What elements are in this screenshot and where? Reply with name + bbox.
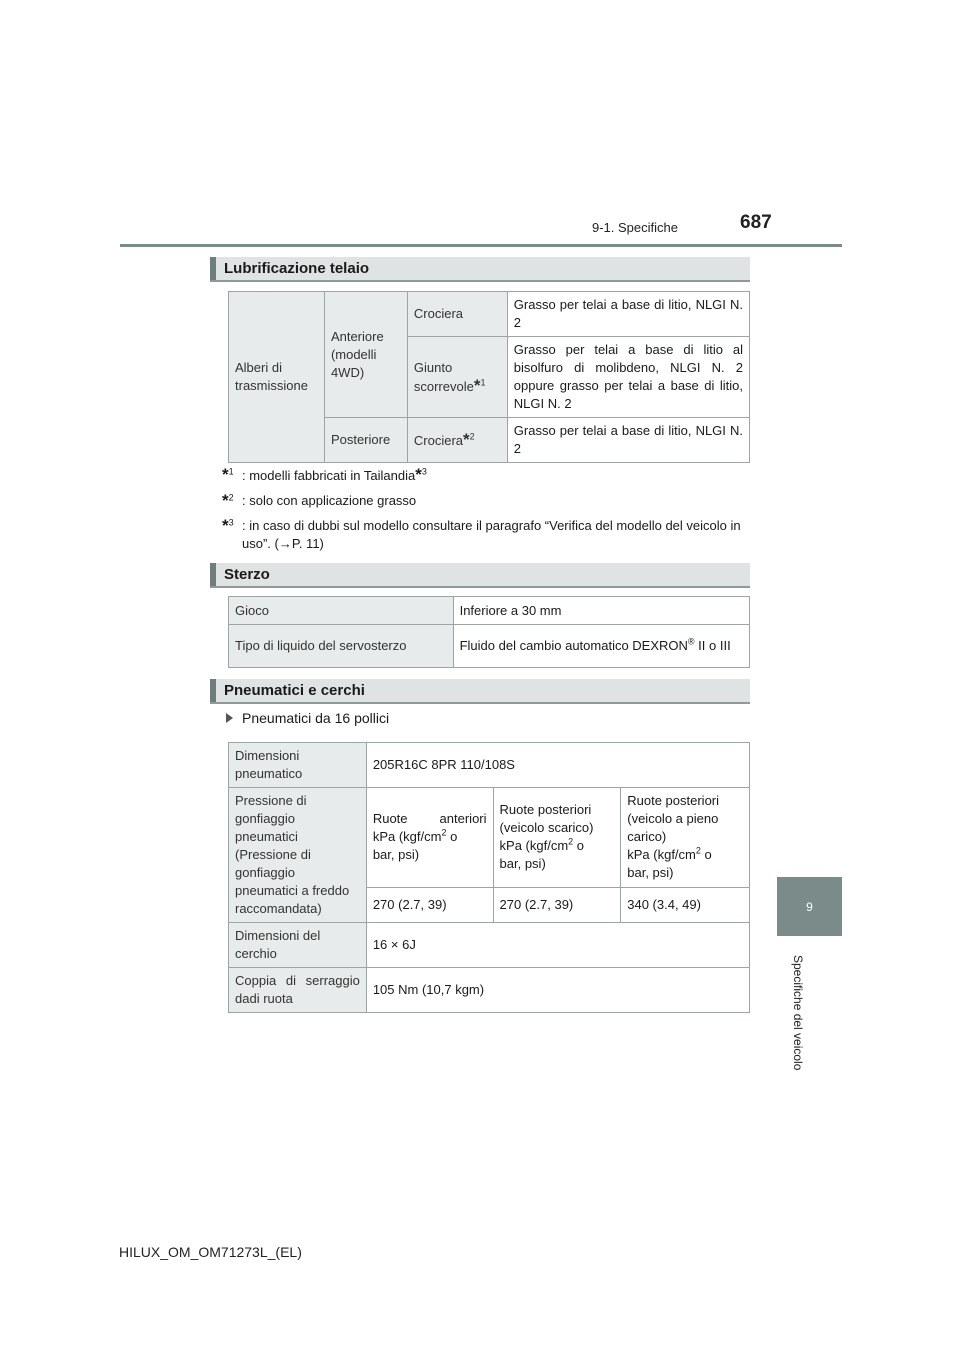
slide-mark: * [473,375,481,395]
pressure-front-value: 270 (2.7, 39) [366,887,493,922]
heading-bar [210,679,216,702]
footnote-2 [222,492,752,512]
footnote-1-ref: * [415,465,422,484]
section-steering-heading [210,563,750,588]
steering-play-value: Inferiore a 30 mm [453,597,749,625]
chapter-number: 9 [806,899,813,914]
section-tires-heading [210,679,750,704]
footnote-2-marker: *$^2$ [222,491,234,510]
torque-label: Coppia di serraggio dadi ruota [229,968,367,1013]
footnote-1-text: : modelli fabbricati in Tailandia*$^3$ [242,465,427,484]
slide-part-cell [407,337,507,418]
steering-play-label: Gioco [229,597,454,625]
col-rear-full: Ruote posteriori (veicolo a pieno carico) kPa ($kgf/cm^2$ o bar, psi) [621,788,750,888]
section-lubrication-title: Lubrificazione telaio [224,260,370,277]
cross-rear-part-cell [407,418,507,463]
section-steering-title: Sterzo [224,566,270,583]
footnote-2-text: : solo con applicazione grasso [242,493,417,508]
document-id: HILUX_OM_OM71273L_(EL) [119,1244,302,1260]
section-lubrication-heading [210,257,750,282]
front-label: Anteriore (modelli 4WD) [324,292,407,418]
footnote-3 [222,517,752,555]
col-rear-empty: Ruote posteriori (veicolo scarico) kPa ($kgf/cm^2$ o bar, psi) [493,788,621,888]
tires-subtitle: Pneumatici da 16 pollici [242,710,390,726]
footnote-1 [222,466,752,486]
cross-rear-part: Crociera [413,432,463,448]
section-title: 9-1. Specifiche [592,220,678,235]
footnote-3-marker: *$^3$ [222,516,234,535]
lubrication-table [228,291,750,463]
slide-mark-num: 1 [480,377,486,388]
tire-size-value: 205R16C 8PR 110/108S [366,743,749,788]
triangle-bullet-icon [226,713,233,723]
cross-rear-value: Grasso per telai a base di litio, NLGI N. 2 [507,418,749,463]
tires-subheading [226,710,389,726]
chapter-tab[interactable] [777,877,842,936]
tire-size-label: Dimensioni pneumatico [229,743,367,788]
col-front: Ruote anteriori kPa ($kgf/cm^2$ o bar, psi) [366,788,493,888]
rear-label: Posteriore [324,418,407,463]
cross-rear-mark-num: 2 [469,431,475,442]
pressure-rear-empty-value: 270 (2.7, 39) [493,887,621,922]
slide-part: Giunto scorrevole [413,359,474,394]
steering-fluid-value: Fluido del cambio automatico DEXRON® II o III [453,625,749,668]
shafts-label: Alberi di trasmissione [229,292,325,463]
steering-table [228,596,750,668]
heading-bar [210,257,216,280]
torque-value: 105 Nm (10,7 kgm) [366,968,749,1013]
header-divider [120,244,842,247]
steering-fluid-label: Tipo di liquido del servosterzo [229,625,454,668]
cross-rear-mark: * [463,429,470,449]
pressure-rear-full-value: 340 (3.4, 49) [621,887,750,922]
section-tires-title: Pneumatici e cerchi [224,682,365,699]
tires-table [228,742,750,1013]
footnote-1-marker: *$^1$ [222,465,234,484]
rim-label: Dimensioni del cerchio [229,923,367,968]
heading-bar [210,563,216,586]
slide-value: Grasso per telai a base di litio al bisolfuro di molibdeno, NLGI N. 2 oppure grasso per telai a base di litio, NLGI N. 2 [507,337,749,418]
page-number: 687 [740,212,772,233]
chapter-label: Specifiche del veicolo [791,955,805,1071]
cross-front-value: Grasso per telai a base di litio, NLGI N. 2 [507,292,749,337]
pressure-label: Pressione di gonfiaggio pneumatici (Pressione di gonfiaggio pneumatici a freddo raccomandata) [229,788,367,923]
rim-value: 16 × 6J [366,923,749,968]
cross-front-part: Crociera [407,292,507,337]
footnote-3-text: : in caso di dubbi sul modello consultare il paragrafo “Verifica del modello del veicolo in uso”. (→P. 11) [242,518,741,551]
